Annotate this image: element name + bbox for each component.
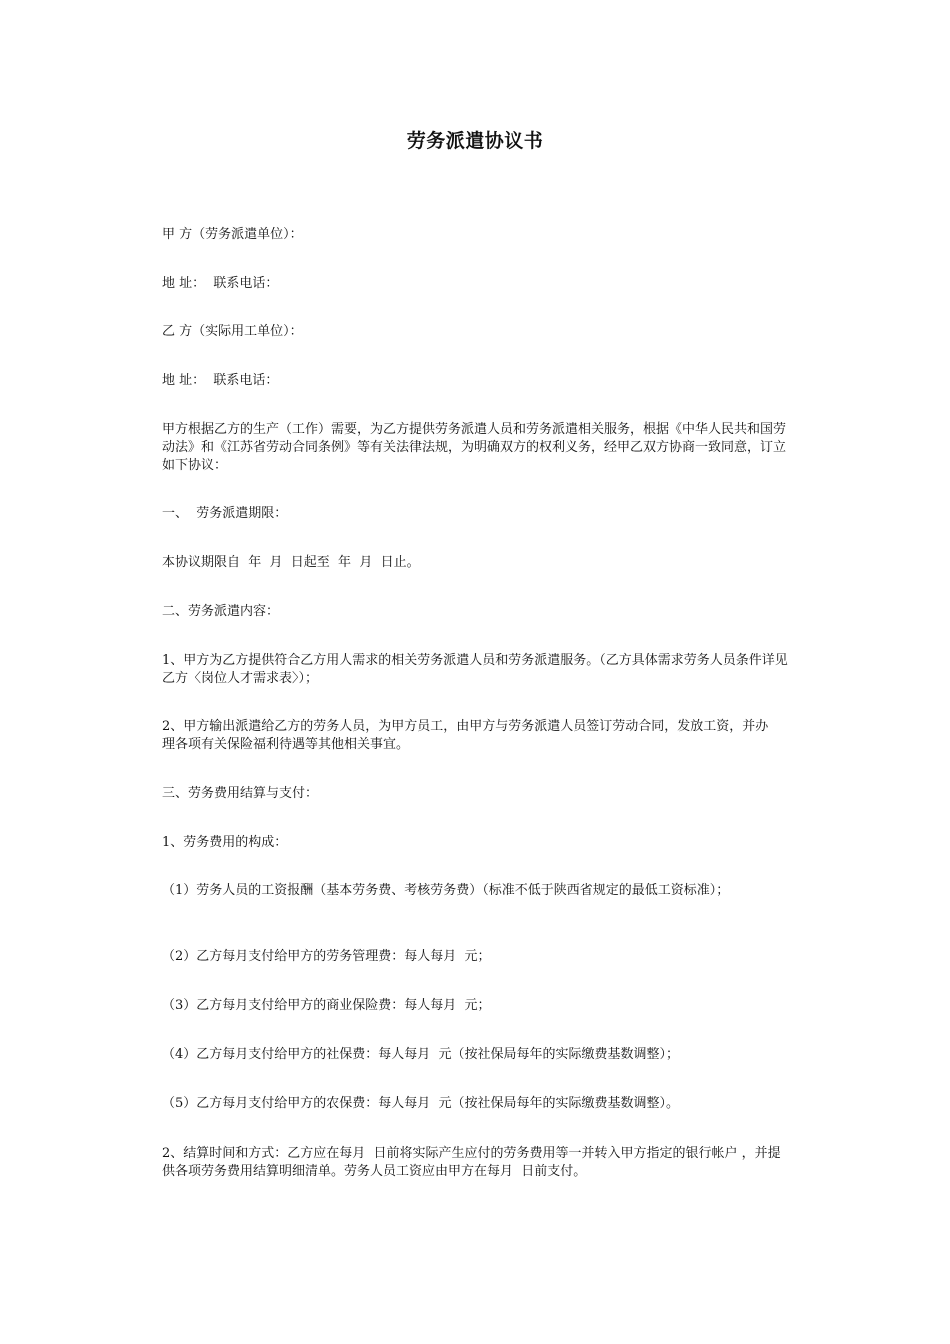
fee-item-3: （3）乙方每月支付给甲方的商业保险费：每人每月 元； (162, 998, 491, 1013)
section-2-heading: 二、劳务派遣内容： (162, 604, 280, 619)
party-a-line: 甲 方（劳务派遣单位）： (162, 227, 303, 242)
content-item-1: 1、甲方为乙方提供符合乙方用人需求的相关劳务派遣人员和劳务派遣服务。（乙方具体需求劳务人员条件详见乙方〈岗位人才需求表〉）； (162, 653, 788, 686)
settlement-paragraph: 2、结算时间和方式：乙方应在每月 日前将实际产生应付的劳务费用等一并转入甲方指定的银行帐户 ，并提供各项劳务费用结算明细清单。劳务人员工资应由甲方在每月 日前支付。 (162, 1146, 781, 1179)
party-b-address-line: 地 址： 联系电话： (162, 373, 279, 388)
fee-item-1: （1）劳务人员的工资报酬（基本劳务费、考核劳务费）（标准不低于陕西省规定的最低工资标准）； (162, 883, 730, 898)
document-title: 劳务派遣协议书 (406, 130, 544, 152)
section-3-heading: 三、劳务费用结算与支付： (162, 786, 319, 801)
fee-item-2: （2）乙方每月支付给甲方的劳务管理费：每人每月 元； (162, 949, 491, 964)
term-paragraph: 本协议期限自 年 月 日起至 年 月 日止。 (162, 555, 420, 570)
fee-item-5: （5）乙方每月支付给甲方的农保费：每人每月 元（按社保局每年的实际缴费基数调整）。 (162, 1096, 680, 1111)
section-1-heading: 一、 劳务派遣期限： (162, 506, 288, 521)
content-item-2: 2、甲方输出派遣给乙方的劳务人员，为甲方员工，由甲方与劳务派遣人员签订劳动合同，发放工资，并办理各项有关保险福利待遇等其他相关事宜。 (162, 719, 769, 752)
fee-composition-heading: 1、劳务费用的构成： (162, 835, 288, 850)
party-a-address-line: 地 址： 联系电话： (162, 276, 279, 291)
party-b-line: 乙 方（实际用工单位）： (162, 324, 303, 339)
preamble-paragraph: 甲方根据乙方的生产（工作）需要，为乙方提供劳务派遣人员和劳务派遣相关服务，根据《中华人民共和国劳动法》和《江苏省劳动合同条例》等有关法律法规，为明确双方的权利义务，经甲乙双方协商一致同意，订立如下协议： (162, 422, 787, 473)
fee-item-4: （4）乙方每月支付给甲方的社保费：每人每月 元（按社保局每年的实际缴费基数调整）； (162, 1047, 680, 1062)
